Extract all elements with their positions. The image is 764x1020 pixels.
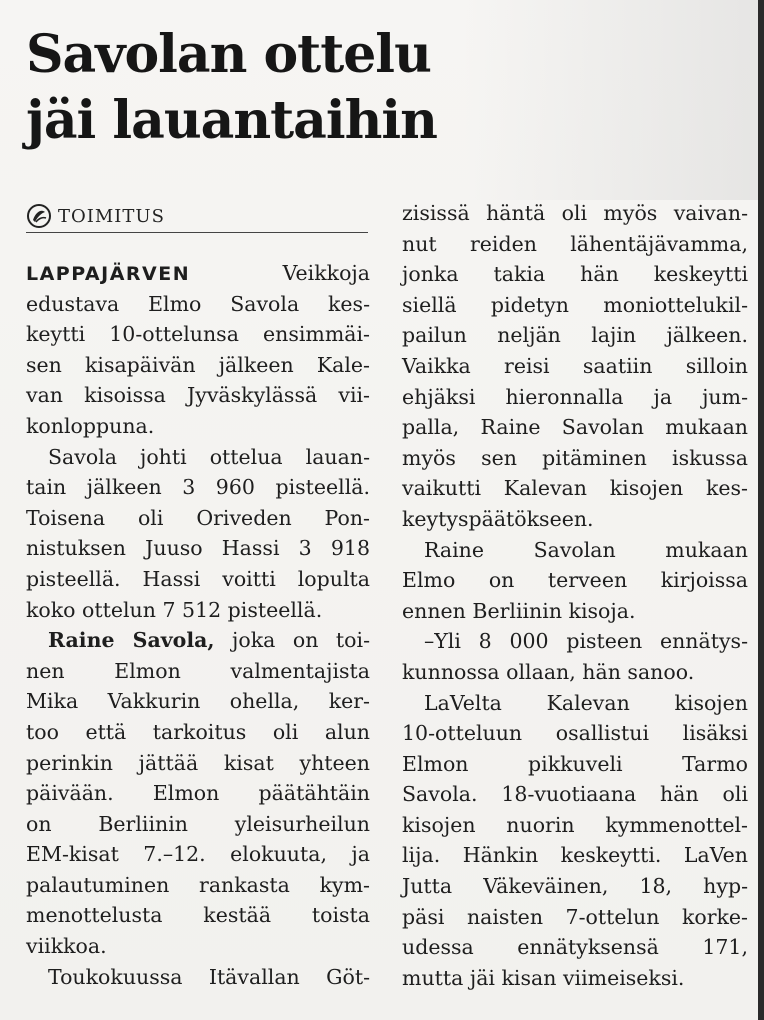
dateline: LAPPAJÄRVEN xyxy=(26,263,191,285)
text-line: keytyspäätökseen. xyxy=(402,506,594,531)
person-name: Raine Savola, xyxy=(48,628,215,653)
text-line: LAPPAJÄRVEN Veikkoja xyxy=(26,261,370,285)
text-line: too että tarkoitus oli alun xyxy=(26,719,370,744)
text-line: kisojen nuorin kymmenottel- xyxy=(402,812,748,837)
text-line: –Yli 8 000 pisteen ennätys- xyxy=(424,629,748,654)
text-line: on Berliinin yleisurheilun xyxy=(26,811,370,836)
text-line: koko ottelun 7 512 pisteellä. xyxy=(26,597,323,622)
text-line: siellä pidetyn moniottelukil- xyxy=(402,292,748,317)
text-line: menottelusta kestää toista xyxy=(26,903,370,928)
article-column-left xyxy=(26,258,370,992)
text-line: konloppuna. xyxy=(26,413,155,438)
newspaper-logo-icon xyxy=(26,203,52,229)
text-line: Jutta Väkeväinen, 18, hyp- xyxy=(402,874,748,899)
text-line: kunnossa ollaan, hän sanoo. xyxy=(402,659,695,684)
text-line: Raine Savola, joka on toi- xyxy=(48,628,370,653)
text-line: lija. Hänkin keskeytti. LaVen xyxy=(402,843,748,868)
text-line: perinkin jättää kisat yhteen xyxy=(26,750,370,775)
text-line: van kisoissa Jyväskylässä vii- xyxy=(26,383,370,408)
headline-line-1: Savolan ottelu xyxy=(26,24,431,85)
byline-author: TOIMITUS xyxy=(58,205,165,227)
print-bleed-through xyxy=(464,0,764,200)
text-line: Raine Savolan mukaan xyxy=(424,537,748,562)
text-line: edustava Elmo Savola kes- xyxy=(26,291,370,316)
text-line: jonka takia hän keskeytti xyxy=(402,262,748,287)
text-line: päivään. Elmon päätähtäin xyxy=(26,781,370,806)
article-column-right xyxy=(402,198,748,993)
text-line: pailun neljän lajin jälkeen. xyxy=(402,323,748,348)
text-line: Savola johti ottelua lauan- xyxy=(48,444,370,469)
text-line: palautuminen rankasta kym- xyxy=(26,872,370,897)
text-line: tain jälkeen 3 960 pisteellä. xyxy=(26,475,370,500)
text-line: Toisena oli Oriveden Pon- xyxy=(26,505,370,530)
text-line: mutta jäi kisan viimeiseksi. xyxy=(402,965,685,990)
text-line: udessa ennätyksensä 171, xyxy=(402,935,748,960)
text-line: 10-otteluun osallistui lisäksi xyxy=(402,721,748,746)
text-line: nen Elmon valmentajista xyxy=(26,658,370,683)
text-line: vaikutti Kalevan kisojen kes- xyxy=(402,476,748,501)
text-line: palla, Raine Savolan mukaan xyxy=(402,415,748,440)
text-line: viikkoa. xyxy=(26,934,107,959)
text-line: sen kisapäivän jälkeen Kale- xyxy=(26,352,370,377)
text-line: LaVelta Kalevan kisojen xyxy=(424,690,748,715)
text-line: päsi naisten 7-ottelun korke- xyxy=(402,904,748,929)
scan-edge xyxy=(758,0,764,1020)
text-line: Toukokuussa Itävallan Göt- xyxy=(48,964,370,989)
text-line: nut reiden lähentäjävamma, xyxy=(402,231,748,256)
text-line: ennen Berliinin kisoja. xyxy=(402,598,636,623)
headline xyxy=(26,22,506,154)
text-line: Mika Vakkurin ohella, ker- xyxy=(26,689,370,714)
text-line: pisteellä. Hassi voitti lopulta xyxy=(26,566,370,591)
text-line: Savola. 18-vuotiaana hän oli xyxy=(402,782,748,807)
text-line: ehjäksi hieronnalla ja jum- xyxy=(402,384,748,409)
text-line: myös sen pitäminen iskussa xyxy=(402,445,748,470)
text-line: EM-kisat 7.–12. elokuuta, ja xyxy=(26,842,370,867)
text-line: Elmo on terveen kirjoissa xyxy=(402,568,748,593)
byline xyxy=(26,200,368,233)
text-line: Vaikka reisi saatiin silloin xyxy=(402,353,748,378)
headline-line-2: jäi lauantaihin xyxy=(26,90,437,151)
text-line: Elmon pikkuveli Tarmo xyxy=(402,751,748,776)
text-line: keytti 10-ottelunsa ensimmäi- xyxy=(26,322,370,347)
text-line: nistuksen Juuso Hassi 3 918 xyxy=(26,536,370,561)
text-line: zisissä häntä oli myös vaivan- xyxy=(402,201,748,225)
